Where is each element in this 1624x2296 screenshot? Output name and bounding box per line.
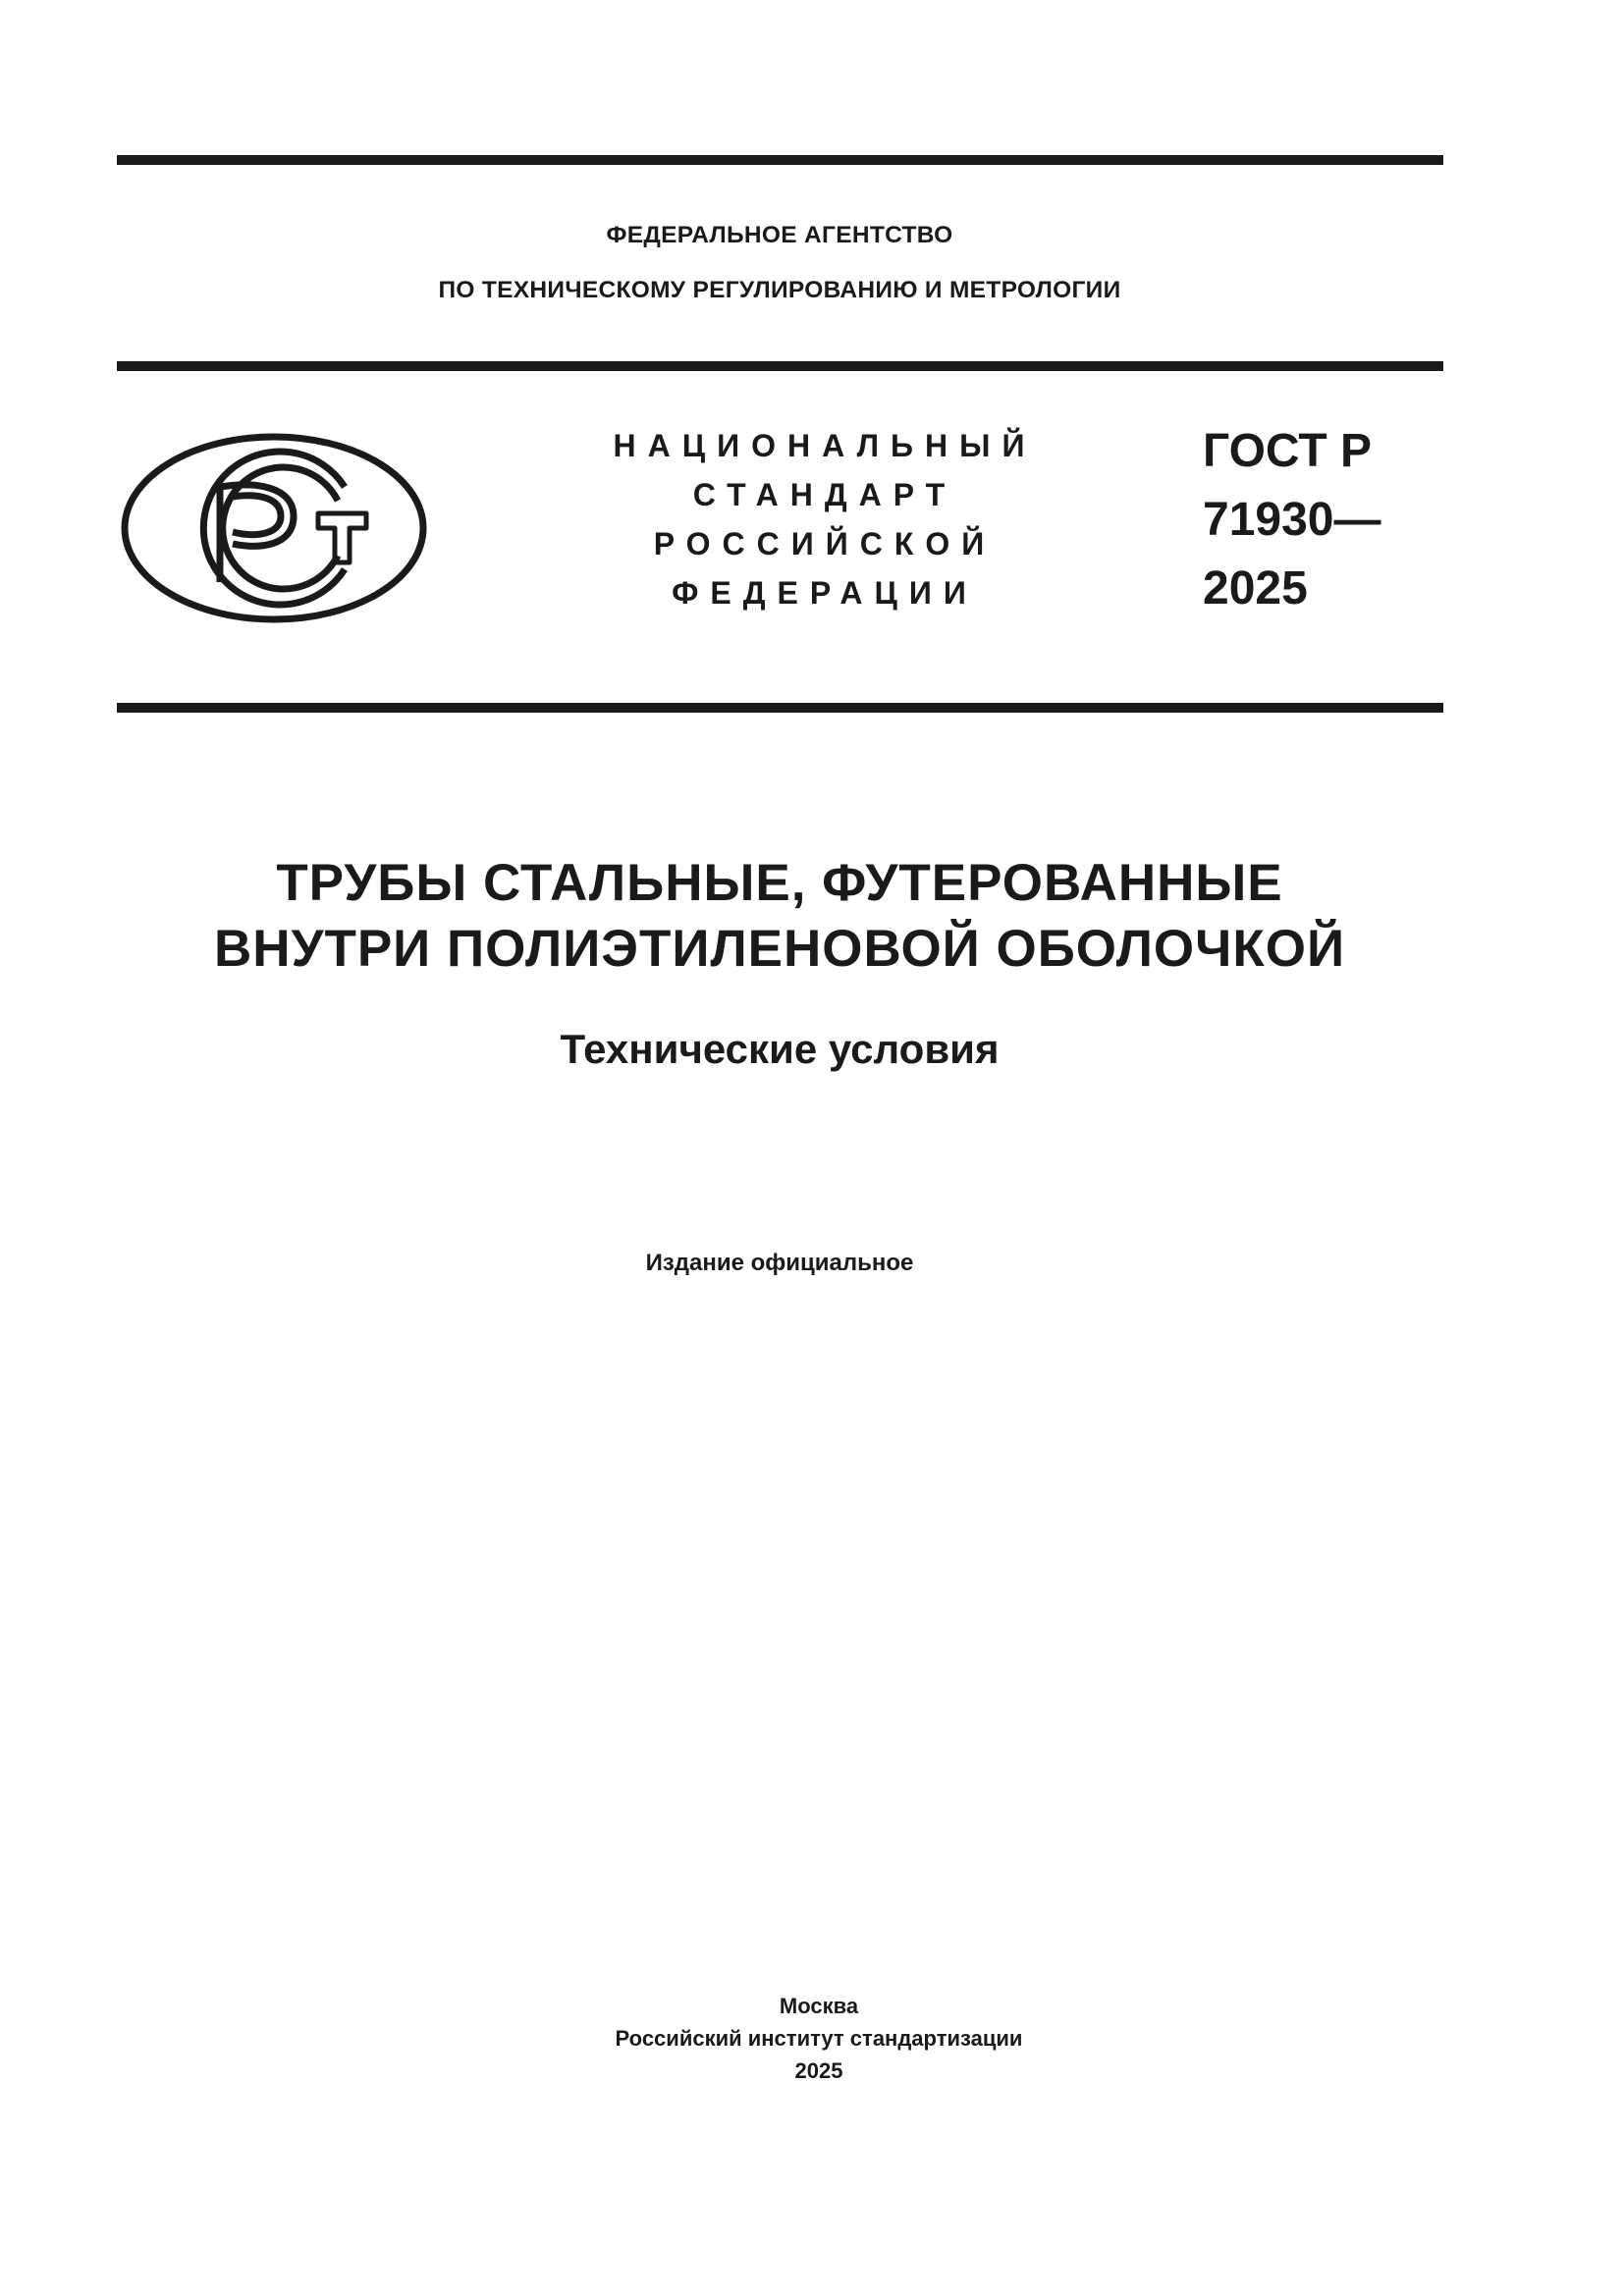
rst-logo-icon bbox=[117, 430, 431, 626]
standard-designation-number: 71930— bbox=[1203, 494, 1381, 546]
header-bottom-rule bbox=[117, 703, 1443, 713]
document-subtitle: Технические условия bbox=[560, 1026, 1000, 1072]
standard-designation-year: 2025 bbox=[1203, 562, 1308, 614]
national-standard-line: НАЦИОНАЛЬНЫЙ bbox=[613, 428, 1037, 463]
standard-designation-prefix: ГОСТ Р bbox=[1203, 425, 1373, 477]
header-rule bbox=[117, 361, 1443, 371]
imprint-city: Москва bbox=[779, 1994, 859, 2018]
agency-name-line-1: ФЕДЕРАЛЬНОЕ АГЕНТСТВО bbox=[606, 222, 953, 248]
national-standard-line: РОССИЙСКОЙ bbox=[653, 526, 997, 561]
edition-note: Издание официальное bbox=[645, 1250, 914, 1276]
imprint-publisher: Российский институт стандартизации bbox=[615, 2026, 1023, 2051]
document-title-line-2: ВНУТРИ ПОЛИЭТИЛЕНОВОЙ ОБОЛОЧКОЙ bbox=[213, 920, 1346, 978]
imprint-year: 2025 bbox=[794, 2058, 843, 2083]
document-title-line-1: ТРУБЫ СТАЛЬНЫЕ, ФУТЕРОВАННЫЕ bbox=[276, 854, 1283, 912]
agency-name-line-2: ПО ТЕХНИЧЕСКОМУ РЕГУЛИРОВАНИЮ И МЕТРОЛОГИИ bbox=[438, 277, 1121, 303]
national-standard-line: ФЕДЕРАЦИИ bbox=[672, 575, 978, 611]
national-standard-line: СТАНДАРТ bbox=[692, 477, 957, 512]
top-rule bbox=[117, 155, 1443, 165]
